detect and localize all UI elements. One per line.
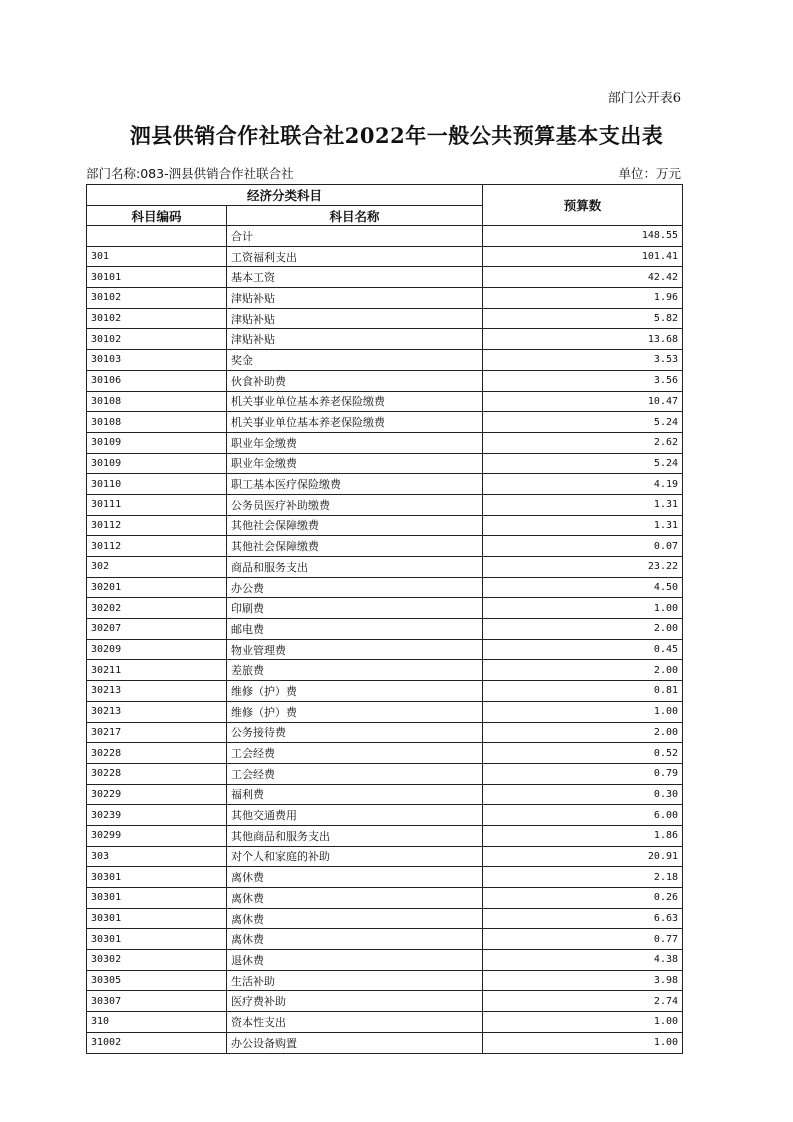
table-row	[87, 453, 683, 474]
budget-amount-cell: 0.30	[483, 784, 683, 805]
budget-amount-cell: 0.07	[483, 536, 683, 557]
budget-amount-cell: 1.00	[483, 598, 683, 619]
budget-amount-cell: 148.55	[483, 226, 683, 247]
subject-name-cell: 维修（护）费	[227, 681, 483, 702]
subject-code-cell: 301	[87, 246, 227, 267]
budget-amount-cell: 4.38	[483, 950, 683, 971]
subject-code-cell: 30207	[87, 619, 227, 640]
budget-amount-cell: 3.56	[483, 370, 683, 391]
subject-code-cell: 31002	[87, 1032, 227, 1053]
subject-code-cell: 30108	[87, 412, 227, 433]
header-subject-code: 科目编码	[87, 206, 227, 226]
table-row	[87, 805, 683, 826]
table-row	[87, 1012, 683, 1033]
subject-name-cell: 伙食补助费	[227, 370, 483, 391]
table-row	[87, 350, 683, 371]
subject-name-cell: 工会经费	[227, 763, 483, 784]
subject-name-cell: 差旅费	[227, 660, 483, 681]
subject-code-cell: 30301	[87, 908, 227, 929]
subject-code-cell: 30111	[87, 494, 227, 515]
subject-name-cell: 邮电费	[227, 619, 483, 640]
table-row	[87, 1032, 683, 1053]
subject-name-cell: 物业管理费	[227, 639, 483, 660]
subject-code-cell: 302	[87, 557, 227, 578]
subject-name-cell: 公务接待费	[227, 722, 483, 743]
subject-name-cell: 办公设备购置	[227, 1032, 483, 1053]
table-row	[87, 577, 683, 598]
subject-name-cell: 津贴补贴	[227, 288, 483, 309]
subject-code-cell: 30228	[87, 763, 227, 784]
subject-name-cell: 津贴补贴	[227, 308, 483, 329]
page-title: 泗县供销合作社联合社2022年一般公共预算基本支出表	[129, 123, 664, 148]
subject-code-cell: 30103	[87, 350, 227, 371]
subject-name-cell: 生活补助	[227, 970, 483, 991]
budget-amount-cell: 5.82	[483, 308, 683, 329]
subject-name-cell: 资本性支出	[227, 1012, 483, 1033]
subject-code-cell: 30108	[87, 391, 227, 412]
subject-name-cell: 医疗费补助	[227, 991, 483, 1012]
budget-amount-cell: 0.79	[483, 763, 683, 784]
subject-name-cell: 办公费	[227, 577, 483, 598]
table-row	[87, 639, 683, 660]
subject-name-cell: 离休费	[227, 867, 483, 888]
budget-amount-cell: 3.98	[483, 970, 683, 991]
table-row	[87, 908, 683, 929]
budget-amount-cell: 13.68	[483, 329, 683, 350]
subject-name-cell: 商品和服务支出	[227, 557, 483, 578]
subject-code-cell: 30229	[87, 784, 227, 805]
subject-code-cell: 30201	[87, 577, 227, 598]
subject-code-cell: 30307	[87, 991, 227, 1012]
subject-code-cell: 30301	[87, 929, 227, 950]
table-row	[87, 722, 683, 743]
table-row	[87, 308, 683, 329]
subject-code-cell: 30202	[87, 598, 227, 619]
table-row	[87, 391, 683, 412]
unit-label: 单位：万元	[618, 166, 681, 181]
subject-code-cell: 30106	[87, 370, 227, 391]
table-row	[87, 743, 683, 764]
table-number: 部门公开表6	[607, 91, 681, 106]
budget-amount-cell: 0.77	[483, 929, 683, 950]
table-row	[87, 246, 683, 267]
budget-amount-cell: 0.26	[483, 888, 683, 909]
subject-name-cell: 福利费	[227, 784, 483, 805]
budget-amount-cell: 3.53	[483, 350, 683, 371]
table-row	[87, 288, 683, 309]
table-row	[87, 557, 683, 578]
subject-name-cell: 对个人和家庭的补助	[227, 846, 483, 867]
table-row	[87, 681, 683, 702]
subject-code-cell: 30112	[87, 536, 227, 557]
header-budget-amount: 预算数	[483, 185, 683, 226]
subject-code-cell: 30301	[87, 867, 227, 888]
header-economic-classification: 经济分类科目	[87, 185, 483, 206]
subject-name-cell: 其他交通费用	[227, 805, 483, 826]
subject-code-cell: 30102	[87, 329, 227, 350]
subject-name-cell: 合计	[227, 226, 483, 247]
table-row	[87, 370, 683, 391]
table-row	[87, 474, 683, 495]
table-row	[87, 784, 683, 805]
subject-code-cell: 30211	[87, 660, 227, 681]
budget-table	[86, 184, 683, 1054]
budget-amount-cell: 2.62	[483, 432, 683, 453]
subject-code-cell: 30109	[87, 453, 227, 474]
table-row	[87, 929, 683, 950]
budget-amount-cell: 5.24	[483, 412, 683, 433]
budget-amount-cell: 2.00	[483, 619, 683, 640]
department-name: 部门名称:083-泗县供销合作社联合社	[86, 166, 294, 181]
subject-code-cell: 303	[87, 846, 227, 867]
subject-name-cell: 离休费	[227, 888, 483, 909]
table-row	[87, 888, 683, 909]
budget-amount-cell: 1.96	[483, 288, 683, 309]
subject-code-cell: 30299	[87, 825, 227, 846]
subject-code-cell: 30228	[87, 743, 227, 764]
table-row	[87, 991, 683, 1012]
budget-amount-cell: 0.45	[483, 639, 683, 660]
subject-name-cell: 其他商品和服务支出	[227, 825, 483, 846]
subject-name-cell: 其他社会保障缴费	[227, 536, 483, 557]
table-row	[87, 494, 683, 515]
subject-code-cell: 30301	[87, 888, 227, 909]
subject-code-cell: 30217	[87, 722, 227, 743]
budget-amount-cell: 2.18	[483, 867, 683, 888]
subject-name-cell: 奖金	[227, 350, 483, 371]
budget-amount-cell: 42.42	[483, 267, 683, 288]
budget-amount-cell: 1.31	[483, 515, 683, 536]
budget-amount-cell: 6.63	[483, 908, 683, 929]
subject-code-cell: 30102	[87, 308, 227, 329]
table-row	[87, 226, 683, 247]
budget-amount-cell: 1.86	[483, 825, 683, 846]
subject-code-cell: 30101	[87, 267, 227, 288]
table-row	[87, 701, 683, 722]
subject-code-cell: 30302	[87, 950, 227, 971]
subject-code-cell: 30239	[87, 805, 227, 826]
subject-code-cell: 30102	[87, 288, 227, 309]
budget-amount-cell: 1.00	[483, 701, 683, 722]
subject-name-cell: 基本工资	[227, 267, 483, 288]
budget-amount-cell: 4.19	[483, 474, 683, 495]
subject-code-cell	[87, 226, 227, 247]
table-row	[87, 660, 683, 681]
subject-name-cell: 机关事业单位基本养老保险缴费	[227, 391, 483, 412]
subject-name-cell: 其他社会保障缴费	[227, 515, 483, 536]
subject-name-cell: 退休费	[227, 950, 483, 971]
budget-amount-cell: 10.47	[483, 391, 683, 412]
budget-amount-cell: 1.31	[483, 494, 683, 515]
table-row	[87, 867, 683, 888]
table-header	[87, 185, 683, 226]
budget-amount-cell: 4.50	[483, 577, 683, 598]
table-row	[87, 619, 683, 640]
subject-name-cell: 机关事业单位基本养老保险缴费	[227, 412, 483, 433]
table-row	[87, 515, 683, 536]
table-row	[87, 536, 683, 557]
table-body	[87, 226, 683, 1054]
budget-amount-cell: 2.74	[483, 991, 683, 1012]
budget-amount-cell: 5.24	[483, 453, 683, 474]
subject-name-cell: 职工基本医疗保险缴费	[227, 474, 483, 495]
budget-amount-cell: 0.52	[483, 743, 683, 764]
header-subject-name: 科目名称	[227, 206, 483, 226]
subject-code-cell: 30209	[87, 639, 227, 660]
budget-amount-cell: 23.22	[483, 557, 683, 578]
subject-name-cell: 工资福利支出	[227, 246, 483, 267]
budget-amount-cell: 1.00	[483, 1012, 683, 1033]
table-row	[87, 763, 683, 784]
table-row	[87, 846, 683, 867]
subject-name-cell: 津贴补贴	[227, 329, 483, 350]
subject-code-cell: 30112	[87, 515, 227, 536]
subject-code-cell: 310	[87, 1012, 227, 1033]
subject-name-cell: 公务员医疗补助缴费	[227, 494, 483, 515]
subject-name-cell: 离休费	[227, 908, 483, 929]
budget-amount-cell: 20.91	[483, 846, 683, 867]
table-row	[87, 950, 683, 971]
table-row	[87, 329, 683, 350]
subject-code-cell: 30305	[87, 970, 227, 991]
budget-amount-cell: 2.00	[483, 722, 683, 743]
table-row	[87, 267, 683, 288]
budget-amount-cell: 1.00	[483, 1032, 683, 1053]
table-row	[87, 432, 683, 453]
subject-code-cell: 30213	[87, 701, 227, 722]
subject-name-cell: 职业年金缴费	[227, 432, 483, 453]
subject-code-cell: 30213	[87, 681, 227, 702]
subject-name-cell: 离休费	[227, 929, 483, 950]
subject-name-cell: 职业年金缴费	[227, 453, 483, 474]
table-row	[87, 412, 683, 433]
meta-line	[86, 164, 681, 182]
budget-amount-cell: 6.00	[483, 805, 683, 826]
subject-code-cell: 30109	[87, 432, 227, 453]
subject-code-cell: 30110	[87, 474, 227, 495]
table-row	[87, 825, 683, 846]
budget-amount-cell: 2.00	[483, 660, 683, 681]
budget-amount-cell: 0.81	[483, 681, 683, 702]
subject-name-cell: 维修（护）费	[227, 701, 483, 722]
budget-amount-cell: 101.41	[483, 246, 683, 267]
subject-name-cell: 印刷费	[227, 598, 483, 619]
table-row	[87, 598, 683, 619]
subject-name-cell: 工会经费	[227, 743, 483, 764]
table-row	[87, 970, 683, 991]
